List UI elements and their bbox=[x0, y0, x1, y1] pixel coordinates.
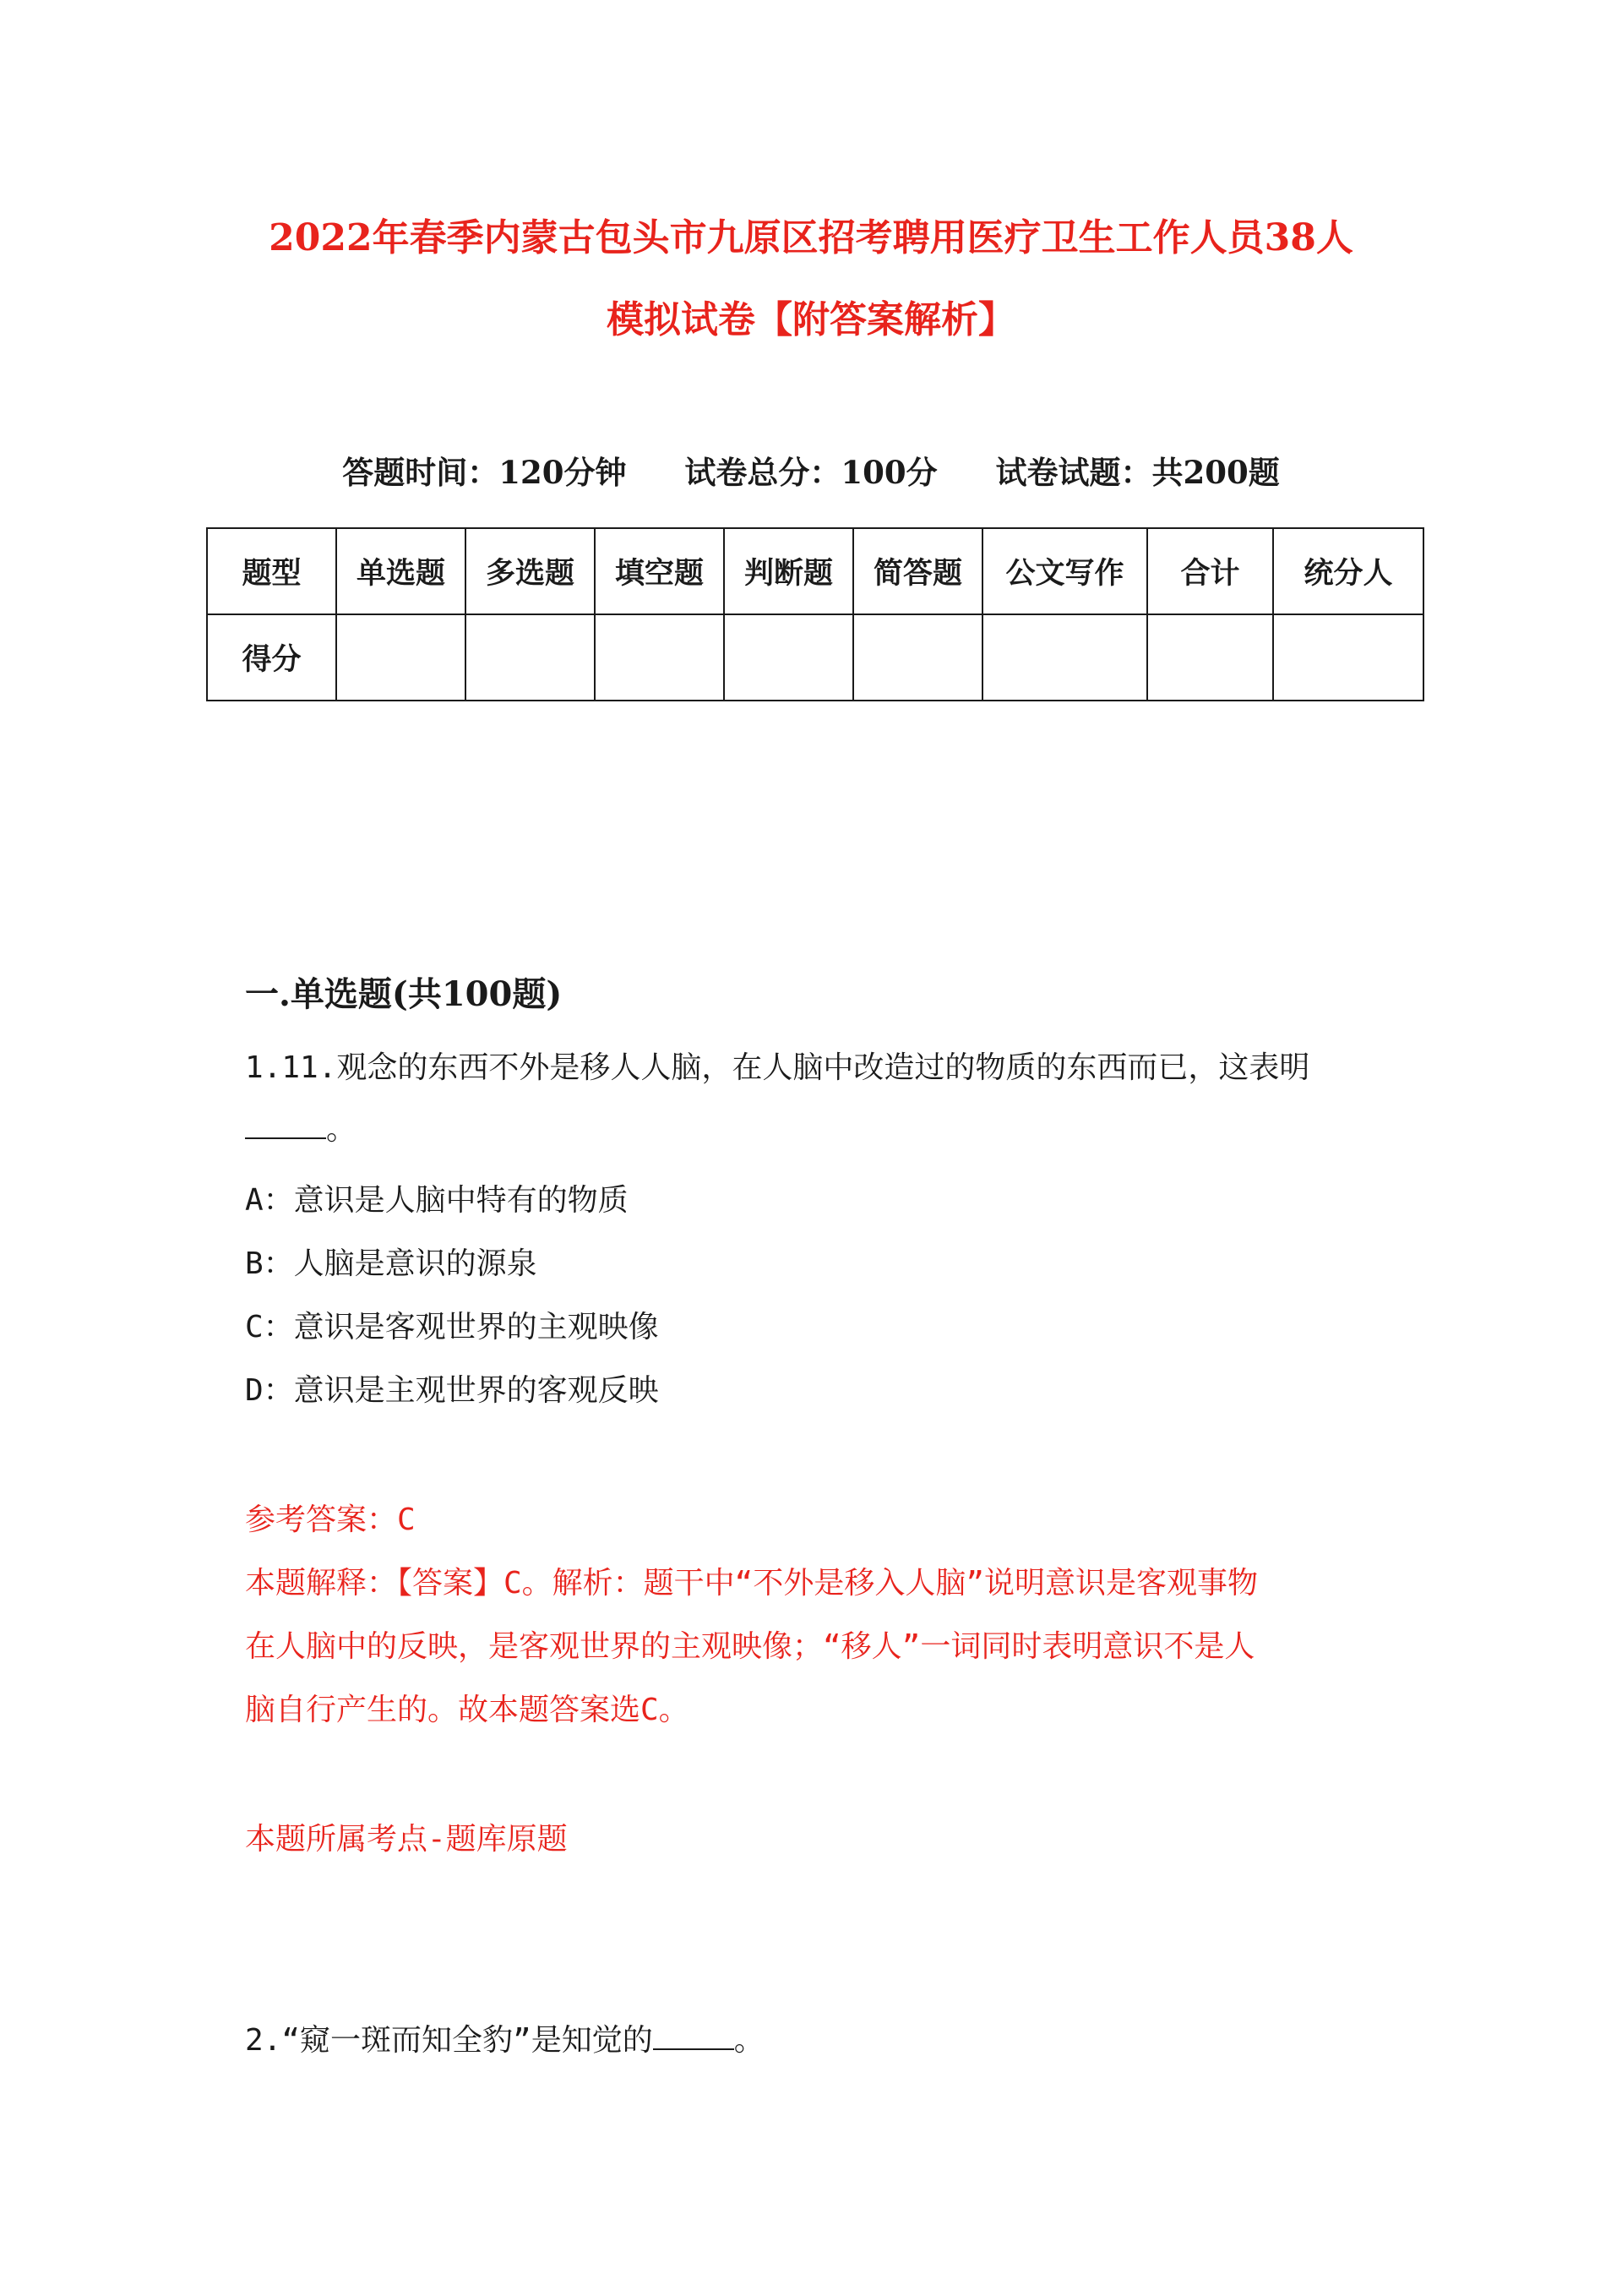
score-cell bbox=[595, 614, 724, 701]
question-1-option-a: A：意识是人脑中特有的物质 bbox=[245, 1183, 629, 1218]
score-table-header: 合计 bbox=[1147, 528, 1273, 614]
score-table-header: 多选题 bbox=[465, 528, 595, 614]
question-1-answer: 参考答案：C bbox=[245, 1502, 416, 1537]
document-title-line1: 2022年春季内蒙古包头市九原区招考聘用医疗卫生工作人员38人 bbox=[269, 216, 1353, 259]
score-table bbox=[206, 527, 1424, 701]
section-heading: 一.单选题(共100题) bbox=[245, 974, 563, 1014]
score-row-label: 得分 bbox=[207, 614, 336, 701]
score-table-header: 统分人 bbox=[1273, 528, 1423, 614]
question-1-option-c: C：意识是客观世界的主观映像 bbox=[245, 1310, 659, 1344]
exam-meta bbox=[0, 454, 1622, 491]
question-1-option-b: B：人脑是意识的源泉 bbox=[245, 1246, 537, 1281]
question-1-explanation-line: 在人脑中的反映，是客观世界的主观映像；“移人”一词同时表明意识不是人 bbox=[245, 1629, 1255, 1664]
document-title-line2: 模拟试卷【附答案解析】 bbox=[607, 298, 1015, 341]
score-table-score-row bbox=[207, 614, 1423, 701]
question-2-stem bbox=[245, 2023, 765, 2058]
exam-question-count: 试卷试题：共200题 bbox=[995, 454, 1280, 491]
score-table-header: 题型 bbox=[207, 528, 336, 614]
score-cell bbox=[336, 614, 465, 701]
question-1-knowledge-point: 本题所属考点-题库原题 bbox=[245, 1822, 568, 1857]
question-1-explanation-line: 本题解释：【答案】C。解析：题干中“不外是移入人脑”说明意识是客观事物 bbox=[245, 1566, 1259, 1601]
question-1-explanation-line: 脑自行产生的。故本题答案选C。 bbox=[245, 1693, 689, 1727]
question-1-stem: 1.11.观念的东西不外是移人人脑，在人脑中改造过的物质的东西而已，这表明 bbox=[245, 1050, 1310, 1085]
answer-blank bbox=[245, 1115, 326, 1139]
score-cell bbox=[1273, 614, 1423, 701]
question-1-period: 。 bbox=[326, 1112, 357, 1147]
exam-total-score: 试卷总分：100分 bbox=[684, 454, 938, 491]
question-2-stem-text: 2.“窥一斑而知全豹”是知觉的 bbox=[245, 2023, 653, 2058]
answer-blank bbox=[653, 2026, 734, 2050]
score-cell bbox=[982, 614, 1147, 701]
question-1-stem-end bbox=[245, 1112, 357, 1147]
exam-time: 答题时间：120分钟 bbox=[342, 454, 627, 491]
score-table-header: 公文写作 bbox=[982, 528, 1147, 614]
score-table-header-row bbox=[207, 528, 1423, 614]
question-2-period: 。 bbox=[733, 2023, 765, 2058]
score-cell bbox=[465, 614, 595, 701]
score-cell bbox=[853, 614, 982, 701]
score-table-header: 简答题 bbox=[853, 528, 982, 614]
question-1-option-d: D：意识是主观世界的客观反映 bbox=[245, 1373, 659, 1408]
score-cell bbox=[1147, 614, 1273, 701]
score-table-header: 填空题 bbox=[595, 528, 724, 614]
score-cell bbox=[724, 614, 853, 701]
score-table-header: 单选题 bbox=[336, 528, 465, 614]
score-table-header: 判断题 bbox=[724, 528, 853, 614]
